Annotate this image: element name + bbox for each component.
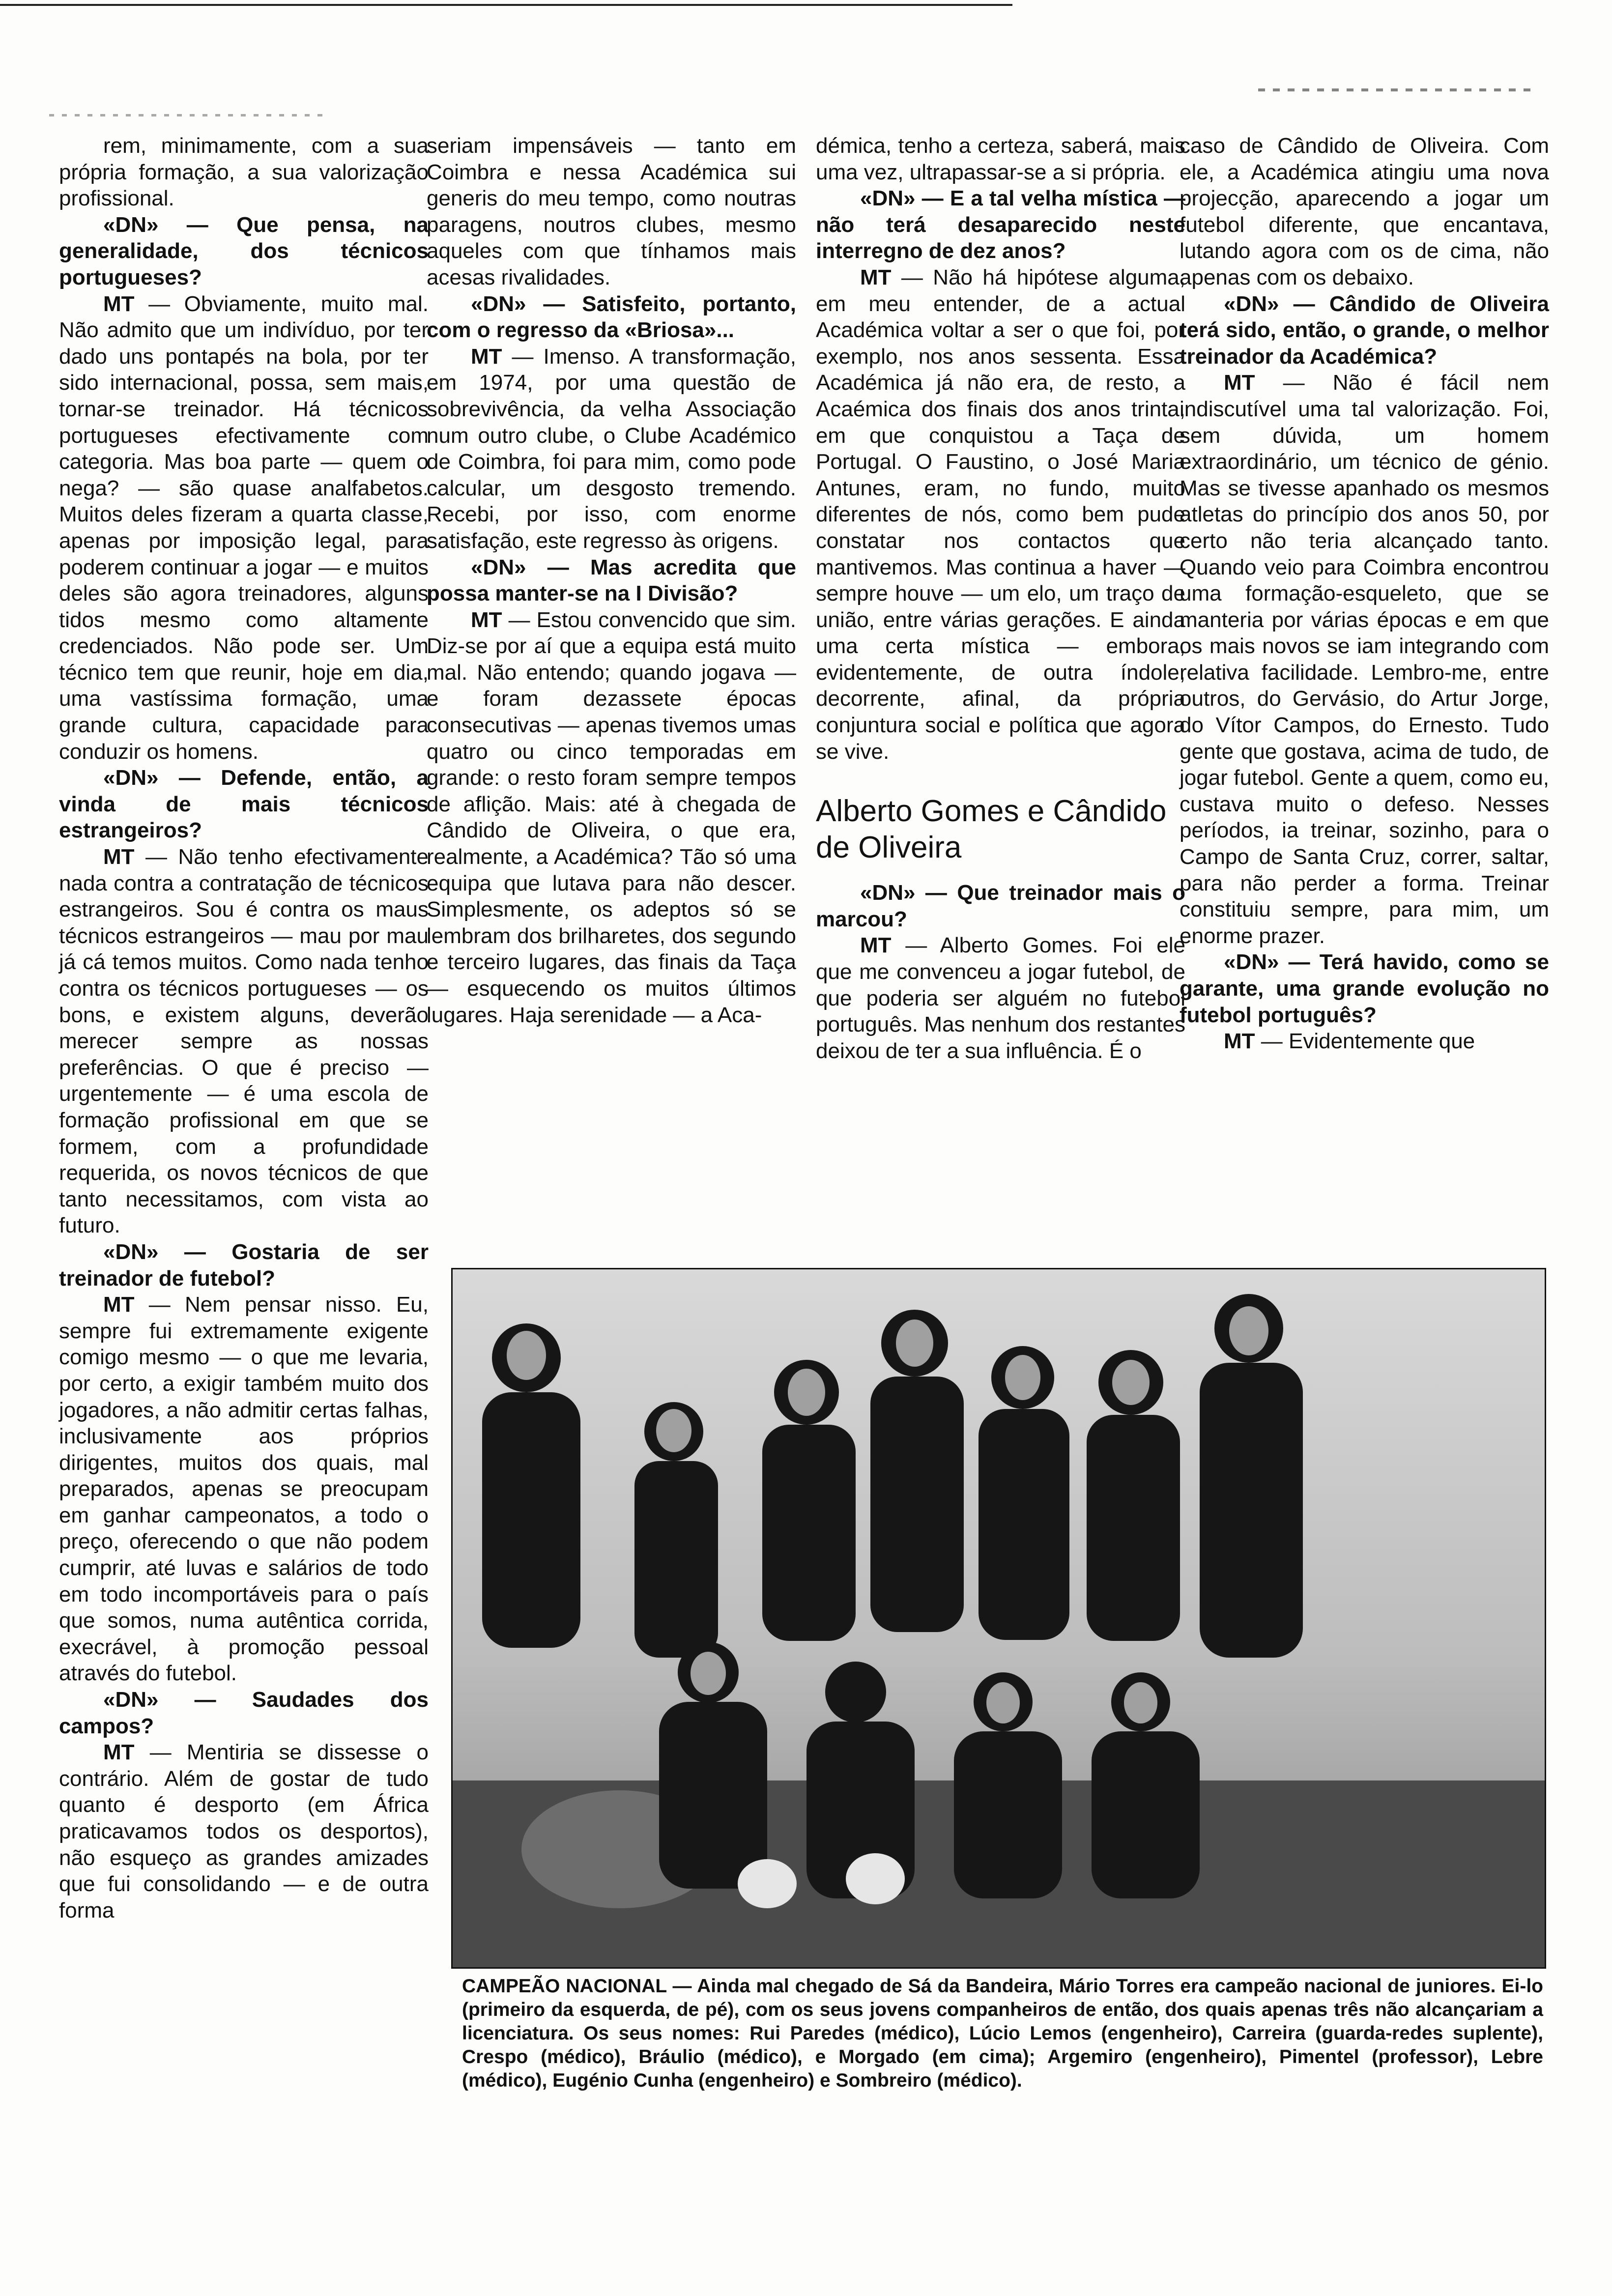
caption-lead: CAMPEÃO NACIONAL	[462, 1976, 667, 1997]
speaker-initials: MT	[860, 265, 892, 289]
speaker-initials: MT	[103, 1292, 135, 1317]
caption-text: — Ainda mal chegado de Sá da Bandeira, Mário Torres era campeão nacional de juniores. Ei-lo (primeiro da esquerda, de pé), com os seus jovens companheiros de então, dos quais apenas três não alcançariam a licenciatura. Os seus nomes: Rui Paredes (médico), Lúcio Lemos (engenheiro), Carreira (guarda-redes suplente), Crespo (médico), Bráulio (médico), e Morgado (em cima); Argemiro (engenheiro), Pimentel (professor), Lebre (médico), Eugénio Cunha (engenheiro) e Sombreiro (médico).	[462, 1976, 1543, 2091]
answer-paragraph: MT — Não tenho efectivamente nada contra a contratação de técnicos estrangeiros. Sou é contra os maus técnicos estrangeiros — mau por mau já cá temos muitos. Como nada tenho contra os técnicos portugueses — os bons, e existem alguns, deverão merecer sempre as nossas preferências. O que é preciso — urgentemente — é uma escola de formação profissional em que se formem, com a profundidade requerida, os novos técnicos de que tanto necessitamos, com vista ao futuro.	[59, 845, 429, 1238]
speaker-initials: MT	[103, 845, 135, 869]
question-paragraph: «DN» — Cândido de Oliveira terá sido, então, o grande, o melhor treinador da Académica?	[1180, 291, 1549, 369]
answer-paragraph: démica, tenho a certeza, saberá, mais uma vez, ultrapassar-se a si própria.	[816, 134, 1185, 184]
answer-paragraph: MT — Não há hipótese alguma, em meu entender, de a actual Académica voltar a ser o que foi, por exemplo, nos anos sessenta. Essa Académica já não era, de resto, a Acaémica dos finais dos anos trinta, em que conquistou a Taça de Portugal. O Faustino, o José Maria Antunes, eram, no fundo, muito diferentes de nós, como bem pude constatar nos contactos que mantivemos. Mas continua a haver — sempre houve — um elo, um traço de união, entre várias gerações. E ainda uma certa mística — embora, evidentemente, de outra índole, decorrente, afinal, da própria conjuntura social e política que agora se vive.	[816, 265, 1185, 764]
article-column-1	[59, 133, 429, 1923]
answer-paragraph: seriam impensáveis — tanto em Coimbra e nessa Académica sui generis do meu tempo, como noutras paragens, noutros clubes, mesmo aqueles com que tínhamos mais acesas rivalidades.	[427, 134, 796, 289]
speaker-initials: MT	[471, 607, 502, 632]
question-paragraph: «DN» — Mas acredita que possa manter-se na I Divisão?	[427, 555, 796, 606]
answer-paragraph: MT — Mentiria se dissesse o contrário. Além de gostar de tudo quanto é desporto (em África praticavamos todos os desportos), não esqueço as grandes amizades que fui consolidando — e de outra forma	[59, 1740, 429, 1923]
team-photo-illustration	[453, 1269, 1545, 1967]
question-paragraph: «DN» — Que pensa, na generalidade, dos técnicos portugueses?	[59, 212, 429, 289]
answer-paragraph: MT — Imenso. A transformação, em 1974, por uma questão de sobrevivência, da velha Associação num outro clube, o Clube Académico de Coimbra, foi para mim, como pode calcular, um desgosto tremendo. Recebi, por isso, com enorme satisfação, este regresso às origens.	[427, 344, 796, 553]
speaker-initials: MT	[103, 291, 135, 316]
answer-paragraph: MT — Alberto Gomes. Foi ele que me convenceu a jogar futebol, de que poderia ser alguém no futebol português. Mas nenhum dos restantes deixou de ter a sua influência. É o	[816, 933, 1185, 1063]
question-paragraph: «DN» — Gostaria de ser treinador de futebol?	[59, 1239, 429, 1291]
question-paragraph: «DN» — Terá havido, como se garante, uma grande evolução no futebol português?	[1180, 950, 1549, 1027]
answer-paragraph: MT — Obviamente, muito mal. Não admito que um indivíduo, por ter dado uns pontapés na bola, por ter sido internacional, possa, sem mais, tornar-se treinador. Há técnicos portugueses efectivamente com categoria. Mas boa parte — quem o nega? — são quase analfabetos. Muitos deles fizeram a quarta classe, apenas por imposição legal, para poderem continuar a jogar — e muitos deles são agora treinadores, alguns tidos mesmo como altamente credenciados. Não pode ser. Um técnico tem que reunir, hoje em dia, uma vastíssima formação, uma grande cultura, capacidade para conduzir os homens.	[59, 291, 429, 764]
article-column-3	[816, 133, 1185, 1064]
answer-paragraph: MT — Nem pensar nisso. Eu, sempre fui extremamente exigente comigo mesmo — o que me levaria, por certo, a exigir também muito dos jogadores, a não admitir certas falhas, inclusivamente aos próprios dirigentes, muitos dos quais, mal preparados, apenas se preocupam em ganhar campeonatos, a todo o preço, oferecendo o que não podem cumprir, até luvas e salários de todo em todo incomportáveis para o país que somos, numa autêntica corrida, execrável, à promoção pessoal através do futebol.	[59, 1292, 429, 1686]
answer-paragraph: rem, minimamente, com a sua própria formação, a sua valorização profissional.	[59, 134, 429, 211]
question-paragraph: «DN» — Defende, então, a vinda de mais técnicos estrangeiros?	[59, 766, 429, 843]
scan-noise-right	[1258, 88, 1533, 91]
answer-paragraph: MT — Estou convencido que sim. Diz-se por aí que a equipa está muito mal. Não entendo; quando jogava — e foram dezassete épocas consecutivas — apenas tivemos umas quatro ou cinco temporadas em grande: o resto foram sempre tempos de aflição. Mais: até à chegada de Cândido de Oliveira, o que era, realmente, a Académica? Tão só uma equipa que lutava para não descer. Simplesmente, os adeptos só se lembram dos brilharetes, dos segundo e terceiro lugares, das finais da Taça — esquecendo os muitos últimos lugares. Haja serenidade — a Aca-	[427, 607, 796, 1027]
question-paragraph: «DN» — E a tal velha mística — não terá desaparecido neste interregno de dez anos?	[816, 186, 1185, 263]
question-paragraph: «DN» — Satisfeito, portanto, com o regresso da «Briosa»...	[427, 291, 796, 343]
answer-paragraph: MT — Não é fácil nem indiscutível uma tal valorização. Foi, sem dúvida, um homem extraordinário, um técnico de génio. Mas se tivesse apanhado os mesmos atletas do princípio dos anos 50, por certo não teria alcançado tanto. Quando veio para Coimbra encontrou uma formação-esqueleto, que se manteria por várias épocas e em que os mais novos se iam integrando com relativa facilidade. Lembro-me, entre outros, do Gervásio, do Artur Jorge, do Vítor Campos, do Ernesto. Tudo gente que gostava, acima de tudo, de jogar futebol. Gente a quem, como eu, custava muito o defeso. Nesses períodos, ia treinar, sozinho, para o Campo de Santa Cruz, correr, saltar, para não perder a forma. Treinar constituiu sempre, para mim, um enorme prazer.	[1180, 371, 1549, 948]
speaker-initials: MT	[860, 933, 892, 958]
speaker-initials: MT	[1224, 1029, 1255, 1054]
answer-paragraph: caso de Cândido de Oliveira. Com ele, a Académica atingiu uma nova projecção, aparecendo a jogar um futebol diferente, que encantava, lutando agora com os de cima, não apenas com os debaixo.	[1180, 134, 1549, 289]
question-paragraph: «DN» — Saudades dos campos?	[59, 1688, 429, 1738]
question-paragraph: «DN» — Que treinador mais o marcou?	[816, 881, 1185, 931]
scan-noise-left	[49, 114, 324, 116]
speaker-initials: MT	[1224, 371, 1255, 395]
answer-paragraph: MT — Evidentemente que	[1224, 1029, 1475, 1054]
team-photo	[451, 1268, 1546, 1969]
top-rule	[0, 4, 1012, 6]
article-column-2	[427, 133, 796, 1028]
article-column-4	[1180, 133, 1549, 1055]
speaker-initials: MT	[103, 1740, 135, 1765]
speaker-initials: MT	[471, 344, 502, 369]
photo-caption	[462, 1975, 1543, 2093]
section-subheading: Alberto Gomes e Cândido de Oliveira	[816, 794, 1167, 865]
